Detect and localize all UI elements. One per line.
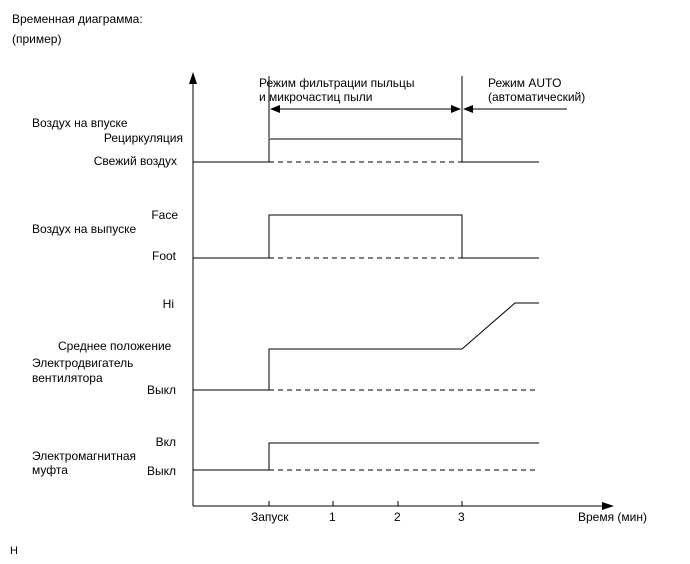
x-tick-1: 1 [329, 510, 336, 524]
face-label: Face [151, 208, 178, 222]
x-tick-start: Запуск [251, 510, 289, 524]
x-tick-2: 2 [394, 510, 401, 524]
blower-motor-label-1: Электродвигатель [32, 356, 134, 370]
footer-mark: H [10, 545, 18, 557]
outlet-air-signal [193, 215, 539, 258]
filter-mode-label-2: и микрочастиц пыли [259, 90, 373, 104]
y-axis-arrowhead [189, 72, 197, 84]
mid-position-label: Среднее положение [58, 339, 172, 353]
intake-air-signal [193, 139, 539, 162]
filter-arrow-left-head [270, 105, 280, 113]
fresh-air-label: Свежий воздух [93, 154, 177, 168]
x-axis-label: Время (мин) [578, 510, 648, 524]
filter-arrow-right-head [451, 105, 461, 113]
clutch-on-label: Вкл [155, 435, 176, 449]
clutch-signal [193, 443, 539, 470]
recirculation-label: Рециркуляция [103, 131, 183, 145]
auto-mode-label-1: Режим AUTO [488, 76, 562, 90]
x-axis-arrowhead [602, 502, 614, 510]
clutch-label-1: Электромагнитная [32, 449, 137, 463]
auto-arrow-left-head [463, 105, 473, 113]
blower-motor-signal [193, 303, 539, 390]
blower-off-label: Выкл [146, 383, 176, 397]
diagram-subtitle: (пример) [12, 32, 62, 46]
clutch-label-2: муфта [32, 463, 68, 477]
filter-mode-label-1: Режим фильтрации пыльцы [259, 76, 415, 90]
auto-mode-label-2: (автоматический) [488, 90, 586, 104]
diagram-title: Временная диаграмма: [12, 12, 143, 26]
intake-air-label: Воздух на впуске [32, 116, 128, 130]
foot-label: Foot [151, 249, 176, 263]
hi-label: Hi [162, 297, 174, 311]
clutch-off-label: Выкл [146, 464, 176, 478]
blower-motor-label-2: вентилятора [32, 371, 103, 385]
outlet-air-label: Воздух на выпуске [32, 222, 137, 236]
x-tick-3: 3 [458, 510, 465, 524]
